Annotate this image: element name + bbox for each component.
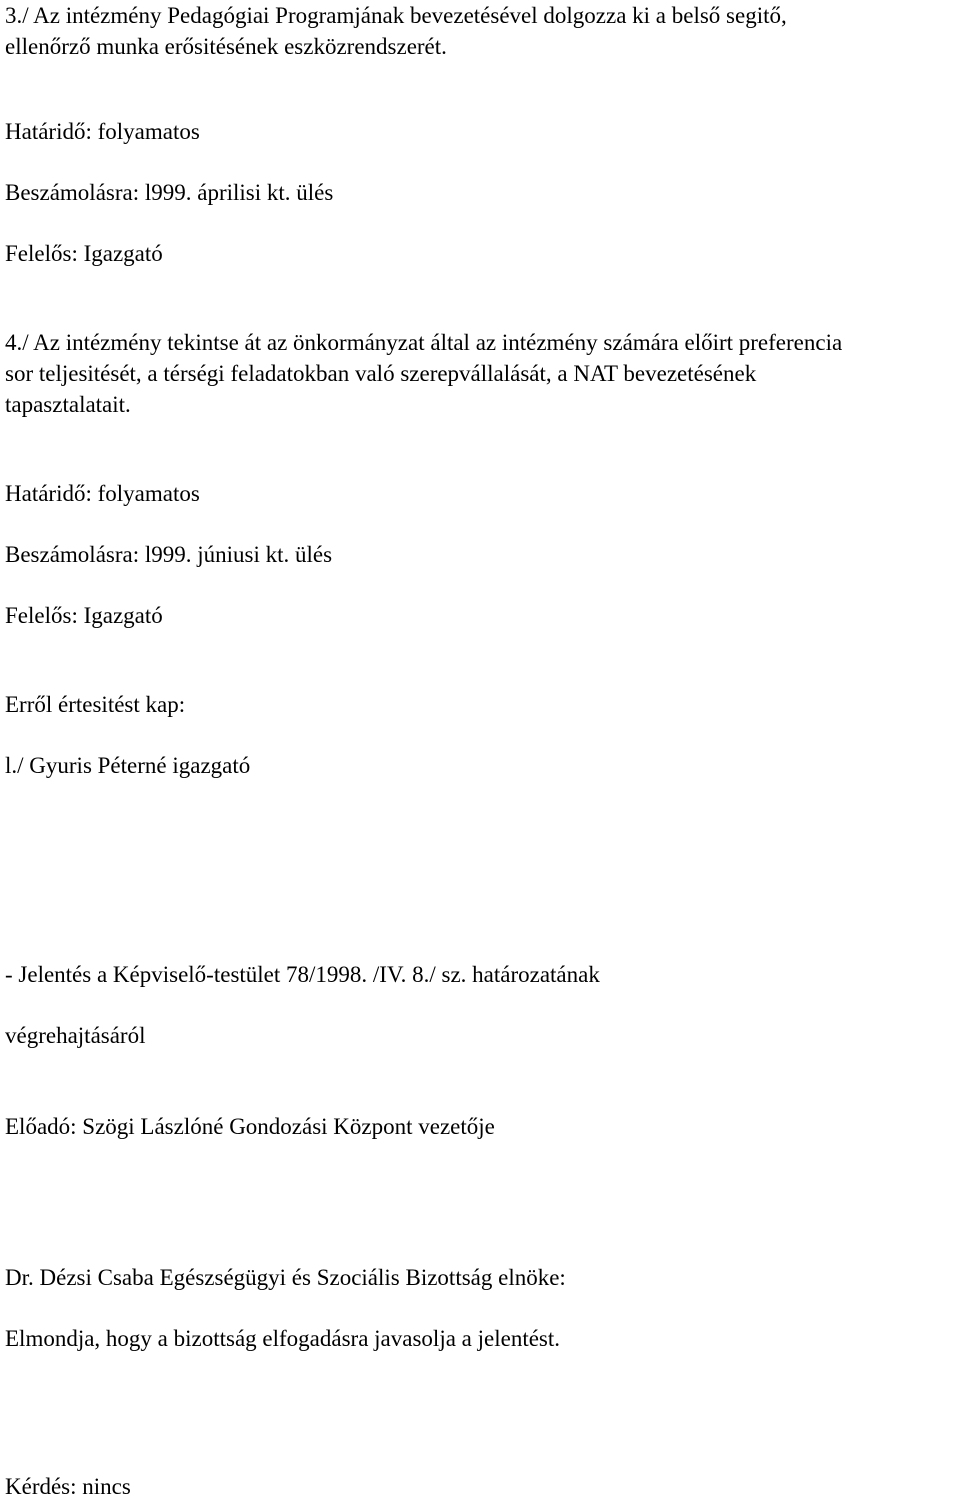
item4-report: Beszámolásra: l999. júniusi kt. ülés bbox=[5, 542, 333, 567]
question-line: Kérdés: nincs bbox=[5, 1474, 131, 1499]
item3-report: Beszámolásra: l999. áprilisi kt. ülés bbox=[5, 180, 334, 205]
item3-responsible: Felelős: Igazgató bbox=[5, 241, 163, 266]
item3-deadline: Határidő: folyamatos bbox=[5, 119, 200, 144]
item4-responsible: Felelős: Igazgató bbox=[5, 603, 163, 628]
report-title-line2: végrehajtásáról bbox=[5, 1023, 146, 1048]
item3-text-line2: ellenőrző munka erősitésének eszközrendszerét. bbox=[5, 34, 447, 59]
item4-text-line1: 4./ Az intézmény tekintse át az önkormányzat által az intézmény számára előirt preferencia bbox=[5, 330, 843, 355]
item4-deadline: Határidő: folyamatos bbox=[5, 481, 200, 506]
notification-heading: Erről értesitést kap: bbox=[5, 692, 186, 717]
item4-text-line2: sor teljesitését, a térségi feladatokban való szerepvállalását, a NAT bevezetésének bbox=[5, 361, 757, 386]
report-title-line1: - Jelentés a Képviselő-testület 78/1998. /IV. 8./ sz. határozatának bbox=[5, 962, 600, 987]
notification-recipient: l./ Gyuris Péterné igazgató bbox=[5, 753, 251, 778]
report-presenter: Előadó: Szögi Lászlóné Gondozási Központ vezetője bbox=[5, 1114, 495, 1139]
committee-chair: Dr. Dézsi Csaba Egészségügyi és Szociális Bizottság elnöke: bbox=[5, 1265, 566, 1290]
item4-text-line3: tapasztalatait. bbox=[5, 392, 131, 417]
committee-statement: Elmondja, hogy a bizottság elfogadásra javasolja a jelentést. bbox=[5, 1326, 561, 1351]
item3-text-line1: 3./ Az intézmény Pedagógiai Programjának bevezetésével dolgozza ki a belső segitő, bbox=[5, 3, 787, 28]
